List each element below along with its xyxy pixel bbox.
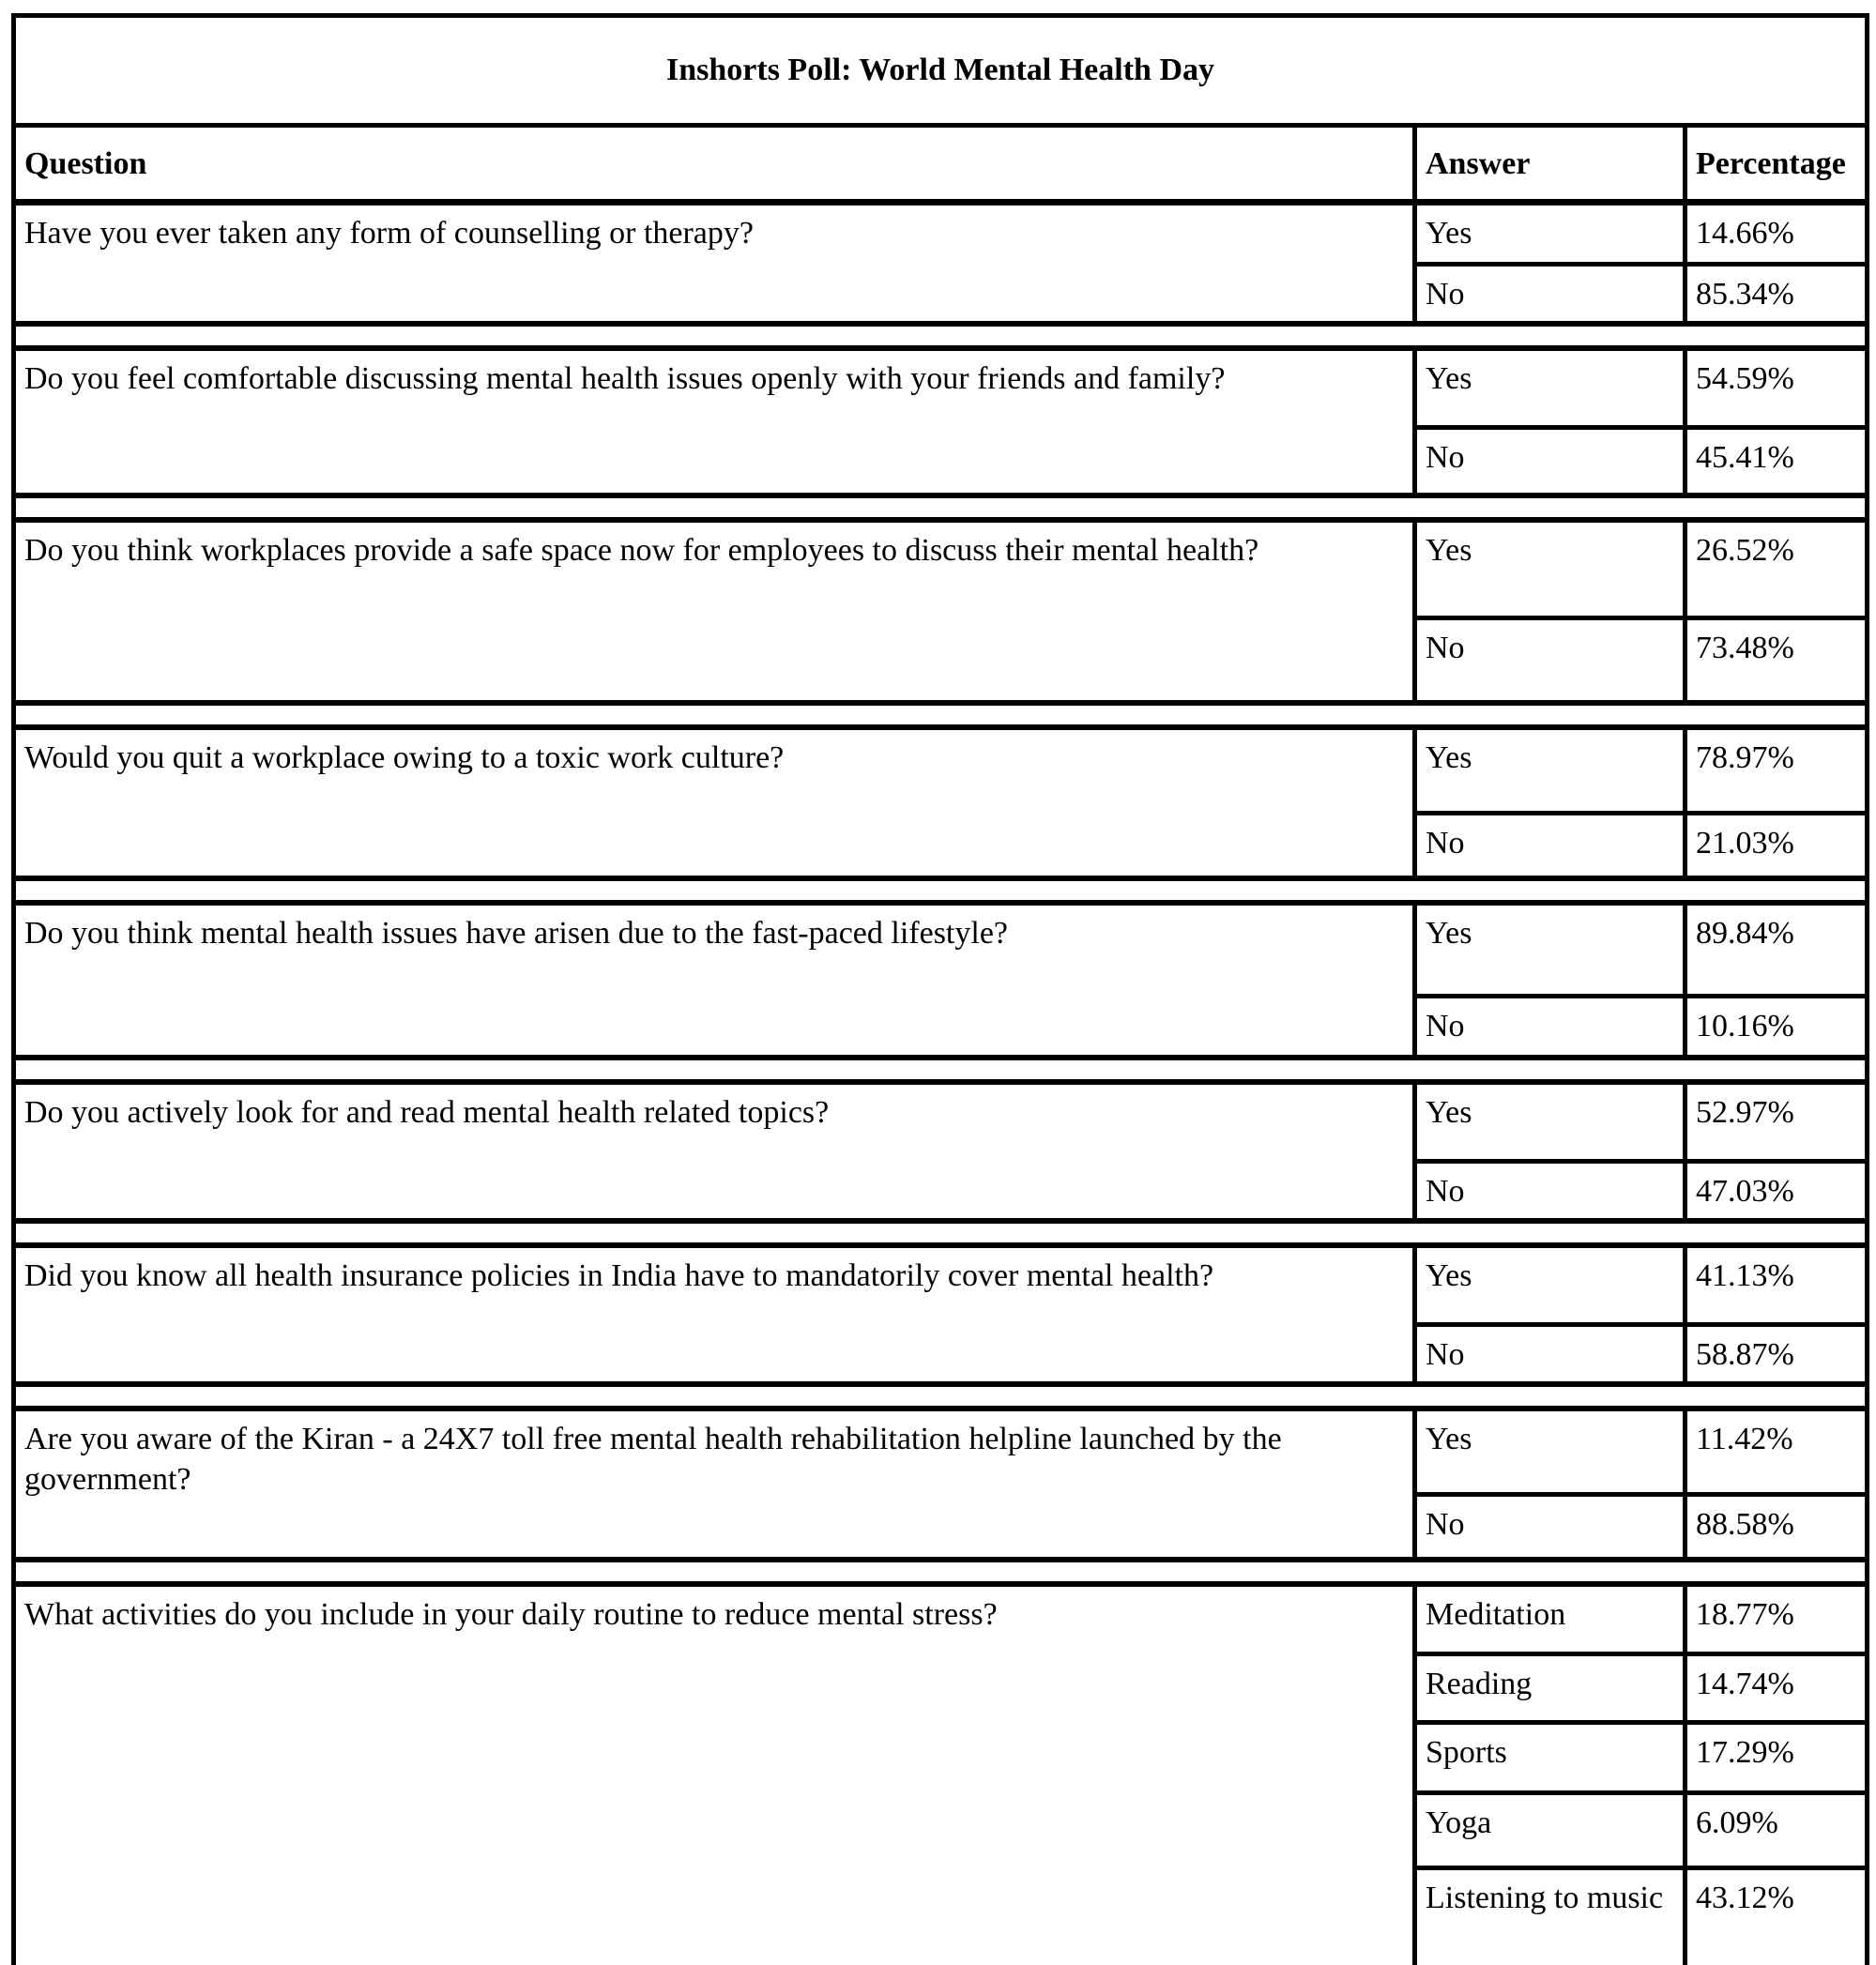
percentage-cell: 43.12% <box>1685 1868 1868 1965</box>
percentage-cell: 14.66% <box>1685 203 1868 265</box>
answer-cell: No <box>1415 265 1685 324</box>
column-header-answer: Answer <box>1415 126 1685 203</box>
spacer-row <box>14 324 1868 348</box>
question-cell: Would you quit a workplace owing to a toxic work culture? <box>14 727 1415 878</box>
spacer-row <box>14 1058 1868 1082</box>
spacer-cell <box>14 1058 1868 1082</box>
answer-cell: Yes <box>1415 1409 1685 1495</box>
table-row <box>14 1082 1868 1162</box>
percentage-cell: 54.59% <box>1685 348 1868 428</box>
question-cell: Do you think workplaces provide a safe space now for employees to discuss their mental health? <box>14 520 1415 703</box>
answer-cell: Yes <box>1415 1082 1685 1162</box>
percentage-cell: 73.48% <box>1685 618 1868 703</box>
answer-cell: No <box>1415 997 1685 1058</box>
question-cell: Have you ever taken any form of counselling or therapy? <box>14 203 1415 324</box>
spacer-row <box>14 703 1868 727</box>
answer-cell: No <box>1415 1325 1685 1384</box>
percentage-cell: 52.97% <box>1685 1082 1868 1162</box>
percentage-cell: 21.03% <box>1685 814 1868 878</box>
spacer-row <box>14 1221 1868 1245</box>
percentage-cell: 88.58% <box>1685 1495 1868 1560</box>
answer-cell: No <box>1415 428 1685 495</box>
answer-cell: Meditation <box>1415 1584 1685 1654</box>
table-row <box>14 727 1868 814</box>
table-row <box>14 1409 1868 1495</box>
spacer-cell <box>14 324 1868 348</box>
spacer-cell <box>14 495 1868 520</box>
percentage-cell: 14.74% <box>1685 1654 1868 1723</box>
table-title: Inshorts Poll: World Mental Health Day <box>14 16 1868 126</box>
percentage-cell: 85.34% <box>1685 265 1868 324</box>
spacer-cell <box>14 1560 1868 1584</box>
poll-table <box>11 13 1869 1965</box>
answer-cell: Yes <box>1415 520 1685 618</box>
spacer-cell <box>14 703 1868 727</box>
column-header-percentage: Percentage <box>1685 126 1868 203</box>
answer-cell: Yes <box>1415 1245 1685 1325</box>
spacer-cell <box>14 1384 1868 1409</box>
question-cell: Are you aware of the Kiran - a 24X7 toll free mental health rehabilitation helpline launched by the government? <box>14 1409 1415 1560</box>
percentage-cell: 26.52% <box>1685 520 1868 618</box>
table-row <box>14 348 1868 428</box>
percentage-cell: 45.41% <box>1685 428 1868 495</box>
answer-cell: Yoga <box>1415 1793 1685 1868</box>
percentage-cell: 58.87% <box>1685 1325 1868 1384</box>
percentage-cell: 10.16% <box>1685 997 1868 1058</box>
percentage-cell: 78.97% <box>1685 727 1868 814</box>
question-cell: Do you actively look for and read mental health related topics? <box>14 1082 1415 1221</box>
spacer-row <box>14 1384 1868 1409</box>
title-row <box>14 16 1868 126</box>
percentage-cell: 47.03% <box>1685 1162 1868 1221</box>
header-row <box>14 126 1868 203</box>
answer-cell: No <box>1415 814 1685 878</box>
answer-cell: Yes <box>1415 348 1685 428</box>
spacer-cell <box>14 878 1868 903</box>
table-row <box>14 903 1868 997</box>
table-row <box>14 1584 1868 1654</box>
percentage-cell: 89.84% <box>1685 903 1868 997</box>
table-row <box>14 1245 1868 1325</box>
spacer-row <box>14 1560 1868 1584</box>
answer-cell: No <box>1415 618 1685 703</box>
percentage-cell: 11.42% <box>1685 1409 1868 1495</box>
answer-cell: Yes <box>1415 903 1685 997</box>
spacer-row <box>14 495 1868 520</box>
percentage-cell: 6.09% <box>1685 1793 1868 1868</box>
answer-cell: No <box>1415 1162 1685 1221</box>
answer-cell: Yes <box>1415 727 1685 814</box>
percentage-cell: 18.77% <box>1685 1584 1868 1654</box>
answer-cell: Yes <box>1415 203 1685 265</box>
spacer-cell <box>14 1221 1868 1245</box>
answer-cell: Listening to music <box>1415 1868 1685 1965</box>
question-cell: Do you think mental health issues have arisen due to the fast-paced lifestyle? <box>14 903 1415 1058</box>
percentage-cell: 17.29% <box>1685 1723 1868 1793</box>
question-cell: Do you feel comfortable discussing mental health issues openly with your friends and family? <box>14 348 1415 495</box>
table-row <box>14 520 1868 618</box>
answer-cell: No <box>1415 1495 1685 1560</box>
spacer-row <box>14 878 1868 903</box>
column-header-question: Question <box>14 126 1415 203</box>
table-row <box>14 203 1868 265</box>
answer-cell: Reading <box>1415 1654 1685 1723</box>
question-cell: What activities do you include in your daily routine to reduce mental stress? <box>14 1584 1415 1965</box>
question-cell: Did you know all health insurance policies in India have to mandatorily cover mental health? <box>14 1245 1415 1384</box>
percentage-cell: 41.13% <box>1685 1245 1868 1325</box>
answer-cell: Sports <box>1415 1723 1685 1793</box>
